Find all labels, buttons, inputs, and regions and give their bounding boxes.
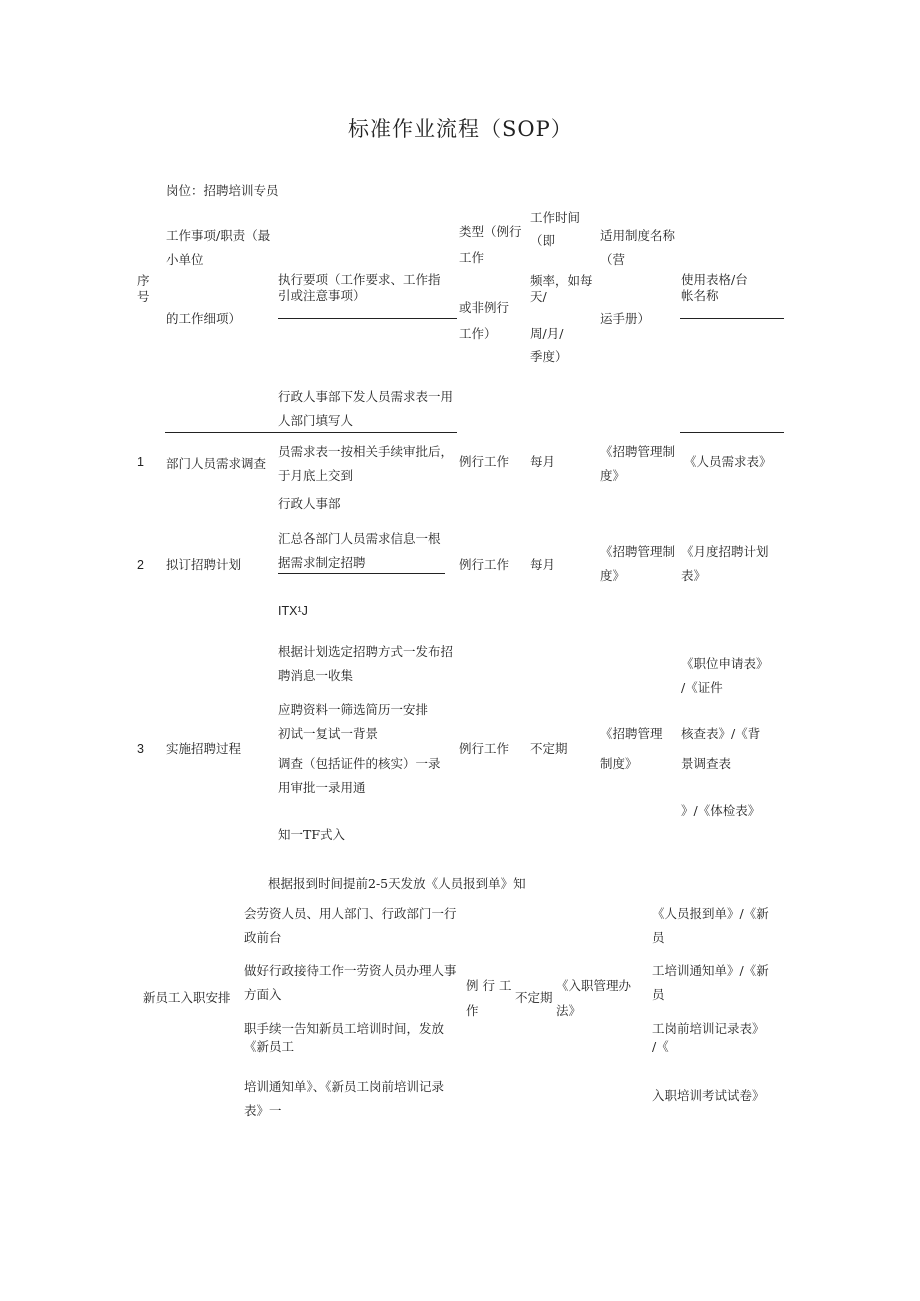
- header-time-2: （即: [530, 233, 556, 248]
- row3-exec-3: 应聘资料一筛选简历一安排: [278, 702, 429, 717]
- row3-exec-4: 初试一复试一背景: [278, 726, 379, 741]
- row4-form-5: 工岗前培训记录表》: [652, 1021, 765, 1036]
- row3-type: 例行工作: [459, 741, 510, 756]
- header-time-6: 季度）: [530, 349, 568, 364]
- row2-exec-1: 汇总各部门人员需求信息一根: [278, 531, 441, 546]
- header-seq: 序: [137, 273, 150, 288]
- row4-exec-6: 《新员工: [244, 1039, 295, 1054]
- row4-exec-1: 会劳资人员、用人部门、行政部门一行: [244, 906, 457, 921]
- row4-type-2: 作: [466, 1003, 479, 1018]
- header-type: 类型（例行: [459, 224, 522, 239]
- row4-lead: 根据报到时间提前2-5天发放《人员报到单》知: [268, 876, 526, 891]
- row3-exec-1: 根据计划选定招聘方式一发布招: [278, 644, 454, 659]
- header-form-rule: [680, 318, 784, 319]
- row3-form-4: 景调查表: [681, 756, 732, 771]
- header-form-2: 帐名称: [681, 288, 719, 303]
- header-type-2: 工作: [459, 250, 485, 265]
- row3-item: 实施招聘过程: [166, 741, 242, 756]
- header-exec-rule: [278, 318, 457, 319]
- header-time-5: 周/月/: [530, 326, 564, 341]
- row4-form-4: 员: [652, 987, 665, 1002]
- row4-form-3: 工培训通知单》/《新: [652, 963, 769, 978]
- row1-rule-left: [165, 432, 457, 433]
- header-exec: 执行要项（工作要求、工作指: [278, 272, 441, 287]
- row2-exec-3: ITX¹J: [278, 604, 308, 618]
- row2-system-2: 度》: [600, 568, 626, 583]
- row3-exec-6: 用审批一录用通: [278, 780, 366, 795]
- row1-system-2: 度》: [600, 468, 626, 483]
- header-duty-2: 小单位: [166, 252, 204, 267]
- row2-form-1: 《月度招聘计划: [681, 544, 769, 559]
- page-title: 标准作业流程（SOP）: [348, 117, 573, 141]
- header-system-3: 运手册）: [600, 311, 651, 326]
- header-duty: 工作事项/职责（最: [166, 228, 271, 243]
- header-time-4: 天/: [530, 289, 547, 304]
- row4-form-2: 员: [652, 930, 665, 945]
- header-exec-2: 引或注意事项）: [278, 288, 366, 303]
- row2-system-1: 《招聘管理制: [600, 544, 676, 559]
- row4-time: 不定期: [515, 990, 553, 1005]
- row4-form-6: /《: [652, 1039, 669, 1054]
- row3-system-1: 《招聘管理: [600, 726, 663, 741]
- header-time-3: 频率，如每: [530, 273, 593, 288]
- row3-system-2: 制度》: [600, 756, 638, 771]
- header-form: 使用表格/台: [681, 272, 748, 287]
- row1-exec-2: 人部门填写人: [278, 413, 354, 428]
- row3-exec-5: 调查（包括证件的核实）一录: [278, 756, 441, 771]
- row1-exec-1: 行政人事部下发人员需求表一用: [278, 389, 454, 404]
- row4-exec-2: 政前台: [244, 930, 282, 945]
- header-type-4: 工作）: [459, 326, 497, 341]
- row1-item: 部门人员需求调查: [166, 456, 267, 471]
- row4-type-1: 例 行 工: [466, 978, 512, 993]
- row4-exec-3: 做好行政接待工作一劳资人员办理人事: [244, 963, 457, 978]
- row1-exec-4: 于月底上交到: [278, 468, 354, 483]
- row1-number: 1: [137, 455, 144, 469]
- row3-form-1: 《职位申请表》: [681, 656, 769, 671]
- row4-item: 新员工入职安排: [143, 990, 231, 1005]
- row2-time: 每月: [530, 557, 556, 572]
- row4-form-7: 入职培训考试试卷》: [652, 1088, 765, 1103]
- row1-exec-5: 行政人事部: [278, 496, 341, 511]
- row4-form-1: 《人员报到单》/《新: [652, 906, 769, 921]
- header-system: 适用制度名称: [600, 228, 676, 243]
- row1-type: 例行工作: [459, 454, 510, 469]
- row2-number: 2: [137, 558, 144, 572]
- position-label: 岗位：招聘培训专员: [166, 183, 279, 198]
- row4-system-2: 法》: [556, 1003, 582, 1018]
- row1-system-1: 《招聘管理制: [600, 444, 676, 459]
- header-system-2: （营: [600, 252, 626, 267]
- row3-form-3: 核查表》/《背: [681, 726, 761, 741]
- row1-exec-3: 员需求表一按相关手续审批后，: [278, 444, 454, 459]
- row1-rule-right: [680, 432, 784, 433]
- row1-time: 每月: [530, 454, 556, 469]
- row3-time: 不定期: [530, 741, 568, 756]
- row3-form-2: /《证件: [681, 680, 723, 695]
- row4-exec-8: 表》一: [244, 1103, 282, 1118]
- row2-item: 拟订招聘计划: [166, 557, 242, 572]
- row4-exec-5: 职手续一告知新员工培训时间，发放: [244, 1021, 445, 1036]
- row3-number: 3: [137, 742, 144, 756]
- row3-exec-7: 知一TF式入: [278, 827, 346, 842]
- row2-exec-2: 据需求制定招聘: [278, 555, 366, 570]
- row4-exec-7: 培训通知单》、《新员工岗前培训记录: [244, 1079, 445, 1094]
- header-duty-3: 的工作细项）: [166, 311, 242, 326]
- row2-rule: [278, 573, 445, 574]
- row1-form: 《人员需求表》: [684, 454, 772, 469]
- row4-exec-4: 方面入: [244, 987, 282, 1002]
- header-seq-2: 号: [137, 289, 150, 304]
- row4-system-1: 《入职管理办: [556, 978, 632, 993]
- row3-form-5: 》/《体检表》: [681, 803, 761, 818]
- row3-exec-2: 聘消息一收集: [278, 668, 354, 683]
- row2-type: 例行工作: [459, 557, 510, 572]
- header-type-3: 或非例行: [459, 300, 510, 315]
- row2-form-2: 表》: [681, 568, 707, 583]
- header-time: 工作时间: [530, 210, 581, 225]
